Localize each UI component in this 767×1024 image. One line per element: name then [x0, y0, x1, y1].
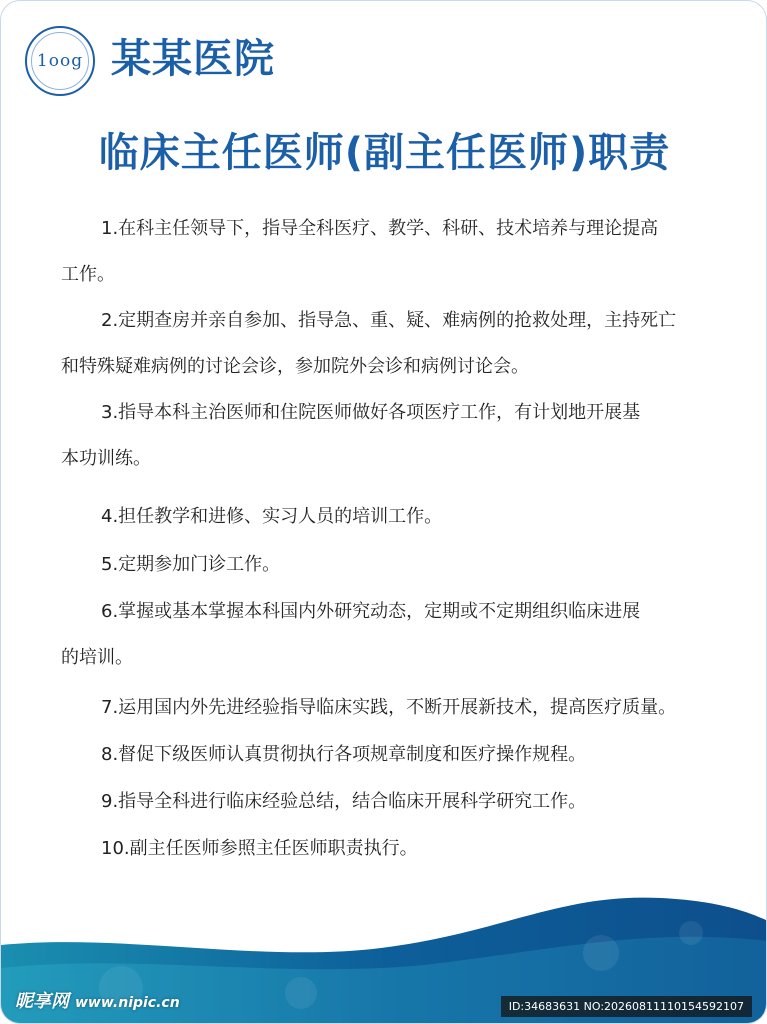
- duty-line: 1.在科主任领导下，指导全科医疗、教学、科研、技术培养与理论提高: [101, 218, 659, 239]
- duty-item: [1, 551, 767, 579]
- duty-item: [1, 788, 767, 816]
- image-id-label: ID:34683631 NO:20260811110154592107: [501, 996, 752, 1017]
- watermark-brand-text: 昵享网: [15, 991, 69, 1012]
- logo-text: 1oog: [36, 51, 84, 71]
- duty-line: 和特殊疑难病例的讨论会诊，参加院外会诊和病例讨论会。: [61, 356, 529, 377]
- duty-item: [1, 215, 767, 289]
- duty-line: 2.定期查房并亲自参加、指导急、重、疑、难病例的抢救处理，主持死亡: [101, 310, 677, 331]
- duty-item: [1, 503, 767, 531]
- duty-item: [1, 741, 767, 769]
- duty-line: 4.担任教学和进修、实习人员的培训工作。: [101, 506, 443, 527]
- duty-line: 3.指导本科主治医师和住院医师做好各项医疗工作，有计划地开展基: [101, 402, 641, 423]
- duty-line: 工作。: [61, 264, 115, 285]
- watermark-brand: [15, 987, 180, 1013]
- duty-item: [1, 694, 767, 722]
- duty-line: 本功训练。: [61, 448, 151, 469]
- hospital-logo: [25, 26, 95, 96]
- duty-line: 10.副主任医师参照主任医师职责执行。: [101, 838, 418, 859]
- duty-line: 8.督促下级医师认真贯彻执行各项规章制度和医疗操作规程。: [101, 744, 587, 765]
- duty-item: [1, 307, 767, 381]
- duty-line: 7.运用国内外先进经验指导临床实践，不断开展新技术，提高医疗质量。: [101, 697, 677, 718]
- page-title: 临床主任医师(副主任医师)职责: [98, 130, 671, 176]
- hospital-name: 某某医院: [111, 36, 275, 82]
- watermark-site: www.nipic.cn: [75, 995, 180, 1011]
- duty-line: 9.指导全科进行临床经验总结，结合临床开展科学研究工作。: [101, 791, 587, 812]
- duty-line: 的培训。: [61, 647, 133, 668]
- duty-line: 6.掌握或基本掌握本科国内外研究动态，定期或不定期组织临床进展: [101, 601, 641, 622]
- duty-item: [1, 399, 767, 473]
- duty-line: 5.定期参加门诊工作。: [101, 554, 281, 575]
- duty-item: [1, 835, 767, 863]
- duty-item: [1, 598, 767, 672]
